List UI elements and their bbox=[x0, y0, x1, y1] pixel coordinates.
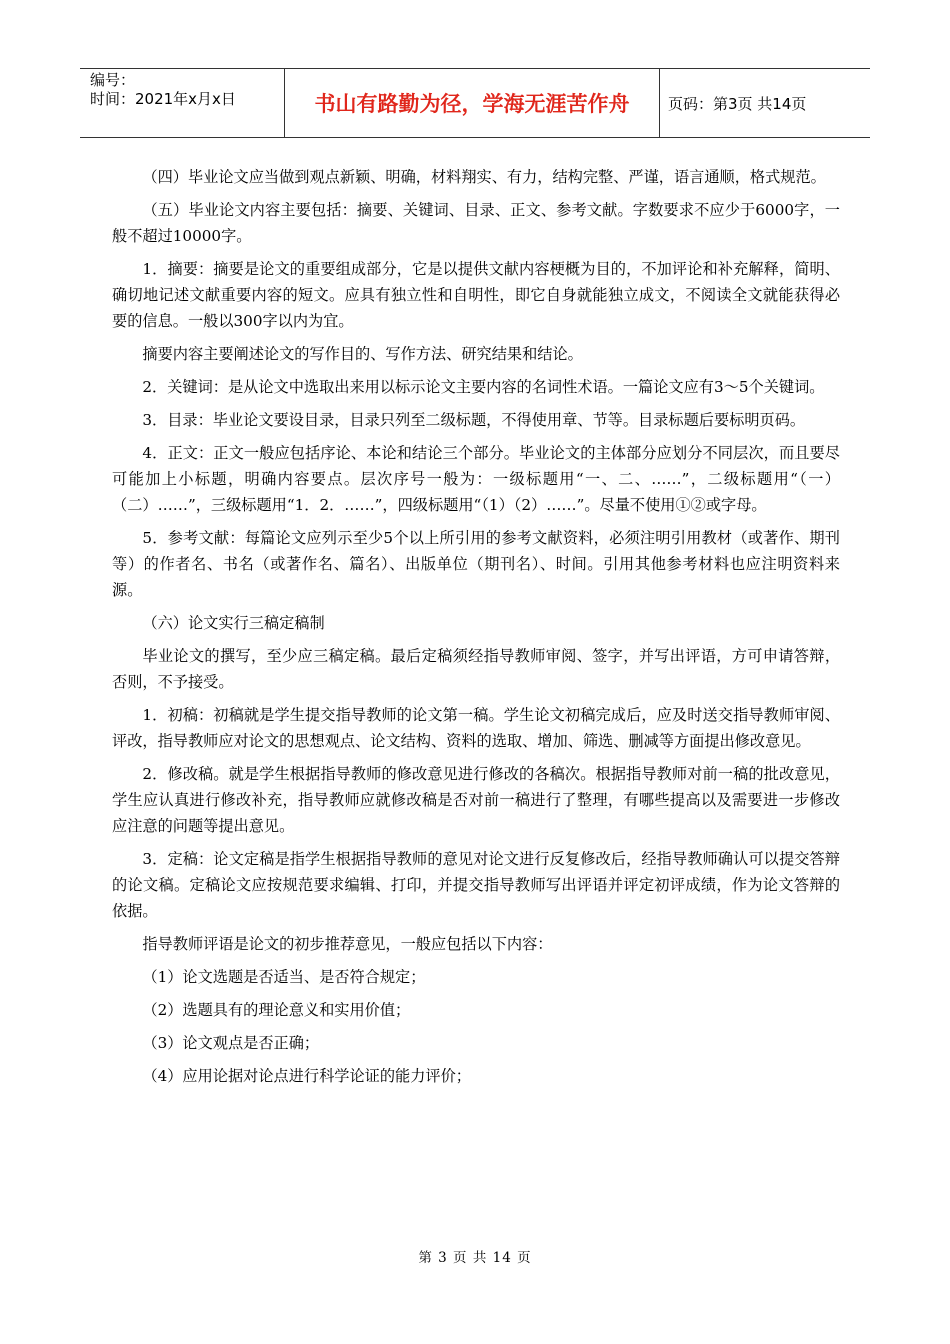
paragraph: 3．定稿：论文定稿是指学生根据指导教师的意见对论文进行反复修改后，经指导教师确认可以提交答辩的论文稿。定稿论文应按规范要求编辑、打印，并提交指导教师写出评语并评定初评成绩，作为论文答辩的依据。 bbox=[112, 850, 840, 920]
paragraph: 5．参考文献：每篇论文应列示至少5个以上所引用的参考文献资料，必须注明引用教材（或著作、期刊等）的作者名、书名（或著作名、篇名）、出版单位（期刊名）、时间。引用其他参考材料也应注明资料来源。 bbox=[112, 529, 840, 599]
paragraph: 1．初稿：初稿就是学生提交指导教师的论文第一稿。学生论文初稿完成后，应及时送交指导教师审阅、评改，指导教师应对论文的思想观点、论文结构、资料的选取、增加、筛选、删减等方面提出修改意见。 bbox=[112, 706, 840, 750]
header-motto: 书山有路勤为径，学海无涯苦作舟 bbox=[284, 69, 660, 137]
paragraph: 毕业论文的撰写，至少应三稿定稿。最后定稿须经指导教师审阅、签字，并写出评语，方可申请答辩，否则，不予接受。 bbox=[112, 647, 840, 691]
paragraph: 2．修改稿。就是学生根据指导教师的修改意见进行修改的各稿次。根据指导教师对前一稿的批改意见，学生应认真进行修改补充，指导教师应就修改稿是否对前一稿进行了整理，有哪些提高以及需要进一步修改应注意的问题等提出意见。 bbox=[112, 765, 840, 835]
document-body bbox=[112, 164, 840, 1096]
page-footer: 第 3 页 共 14 页 bbox=[418, 1250, 532, 1266]
paragraph: 4．正文：正文一般应包括序论、本论和结论三个部分。毕业论文的主体部分应划分不同层次，而且要尽可能加上小标题，明确内容要点。层次序号一般为：一级标题用“一、二、……”，二级标题用“（一）（二）……”，三级标题用“1．2．……”，四级标题用“（1）（2）……”。尽量不使用①②或字母。 bbox=[112, 444, 840, 514]
paragraph: 2．关键词：是从论文中选取出来用以标示论文主要内容的名词性术语。一篇论文应有3～5个关键词。 bbox=[142, 378, 825, 396]
list-item: （4）应用论据对论点进行科学论证的能力评价； bbox=[142, 1067, 471, 1085]
list-item: （3）论文观点是否正确； bbox=[142, 1034, 320, 1052]
date-label: 时间：2021年x月x日 bbox=[90, 90, 236, 108]
list-item: （1）论文选题是否适当、是否符合规定； bbox=[142, 968, 426, 986]
header-page-info: 页码：第3页 共14页 bbox=[668, 94, 807, 113]
page-header bbox=[80, 68, 870, 138]
number-label: 编号： bbox=[90, 71, 136, 89]
paragraph: 3．目录：毕业论文要设目录，目录只列至二级标题，不得使用章、节等。目录标题后要标明页码。 bbox=[142, 411, 806, 429]
paragraph: 摘要内容主要阐述论文的写作目的、写作方法、研究结果和结论。 bbox=[142, 345, 583, 363]
list-item: （2）选题具有的理论意义和实用价值； bbox=[142, 1001, 411, 1019]
section-heading: （六）论文实行三稿定稿制 bbox=[142, 614, 325, 632]
paragraph: （四）毕业论文应当做到观点新颖、明确，材料翔实、有力，结构完整、严谨，语言通顺，格式规范。 bbox=[142, 168, 826, 186]
paragraph: 指导教师评语是论文的初步推荐意见，一般应包括以下内容： bbox=[142, 935, 553, 953]
paragraph: （五）毕业论文内容主要包括：摘要、关键词、目录、正文、参考文献。字数要求不应少于6000字，一般不超过10000字。 bbox=[112, 201, 840, 245]
paragraph: 1．摘要：摘要是论文的重要组成部分，它是以提供文献内容梗概为目的，不加评论和补充解释，简明、确切地记述文献重要内容的短文。应具有独立性和自明性，即它自身就能独立成文，不阅读全文就能获得必要的信息。一般以300字以内为宜。 bbox=[112, 260, 840, 330]
header-meta bbox=[80, 69, 284, 137]
